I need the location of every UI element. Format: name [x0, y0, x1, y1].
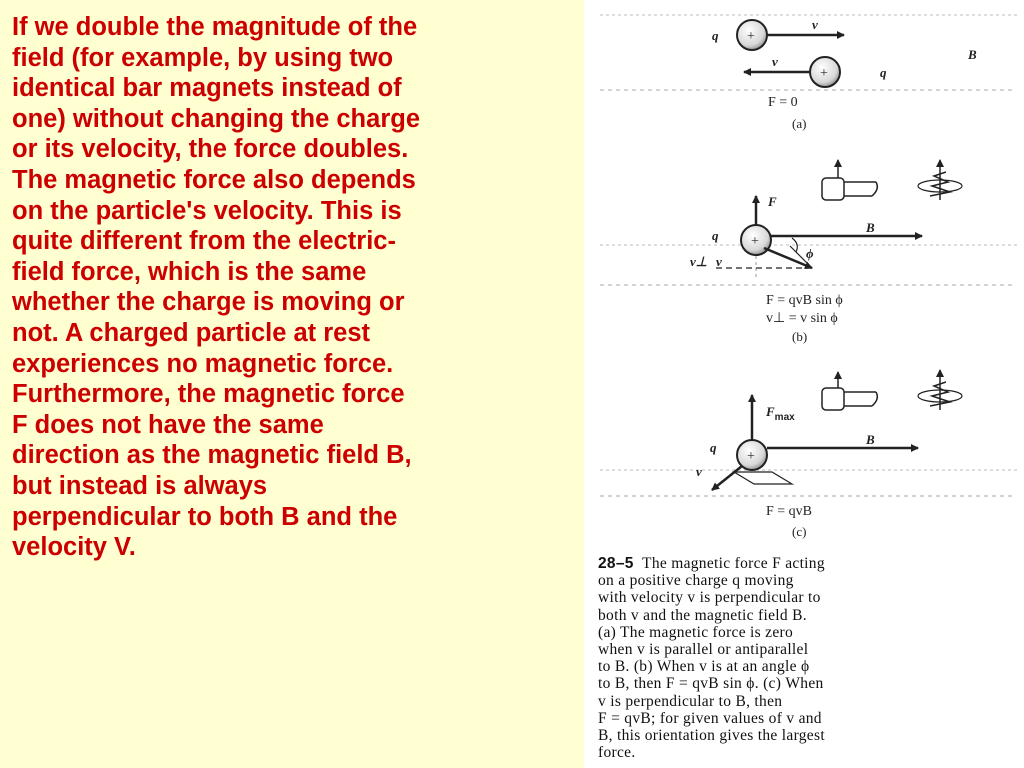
text-line: field (for example, by using two	[12, 43, 394, 72]
text-line: identical bar magnets instead of	[12, 74, 402, 103]
caption-line: 28–5 The magnetic force F acting	[598, 555, 825, 572]
vperp-equation: v⊥ = v sin ϕ	[766, 311, 838, 326]
right-hand-icon	[822, 372, 877, 410]
caption-line: force.	[598, 744, 636, 762]
text-line: Furthermore, the magnetic force	[12, 380, 405, 409]
velocity-label: v	[812, 17, 818, 32]
text-line: direction as the magnetic field B,	[12, 441, 412, 470]
charge-label: q	[712, 228, 719, 243]
caption-line: with velocity v is perpendicular to	[598, 589, 821, 607]
text-line: one) without changing the charge	[12, 104, 420, 133]
caption-line: when v is parallel or antiparallel	[598, 641, 809, 659]
caption-line: to B. (b) When v is at an angle ϕ	[598, 658, 810, 676]
field-label: B	[866, 220, 875, 235]
caption-line: on a positive charge q moving	[598, 572, 794, 590]
panel-c	[600, 370, 1018, 539]
figure-number: 28–5	[598, 555, 634, 572]
force-label: F	[768, 194, 777, 209]
caption-line: B, this orientation gives the largest	[598, 727, 825, 745]
velocity-arrow-icon	[764, 248, 812, 268]
text-line: quite different from the electric-	[12, 227, 396, 256]
svg-text:+: +	[747, 29, 755, 44]
angle-label: ϕ	[806, 246, 814, 261]
panel-label: (b)	[792, 329, 808, 344]
force-label: $F_{max}$	[766, 404, 795, 423]
svg-text:+: +	[747, 449, 755, 464]
text-line: The magnetic force also depends	[12, 165, 416, 194]
text-line: F does not have the same	[12, 410, 324, 439]
force-equation: F = qvB	[766, 504, 813, 519]
charge-label: q	[880, 65, 887, 80]
svg-text:+: +	[751, 234, 759, 249]
velocity-label: v	[696, 464, 702, 479]
screw-rotation-icon	[918, 370, 962, 410]
panel-b	[600, 160, 1018, 344]
field-label: B	[968, 47, 977, 62]
text-line: experiences no magnetic force.	[12, 349, 394, 378]
text-line: velocity V.	[12, 533, 136, 562]
field-label: B	[866, 432, 875, 447]
charge-label: q	[712, 28, 719, 43]
text-line: perpendicular to both B and the	[12, 502, 398, 531]
force-equation: F = qvB sin ϕ	[766, 293, 843, 308]
figure-caption	[598, 555, 1022, 761]
panel-label: (c)	[792, 524, 807, 539]
panel-label: (a)	[792, 116, 807, 131]
text-line: but instead is always	[12, 471, 268, 500]
caption-line: both v and the magnetic field B.	[598, 606, 807, 624]
caption-line: F = qvB; for given values of v and	[598, 709, 822, 727]
text-line: not. A charged particle at rest	[12, 318, 371, 347]
vperp-label: v⊥	[690, 254, 708, 269]
velocity-label: v	[772, 54, 778, 69]
screw-rotation-icon	[918, 160, 962, 200]
text-line: on the particle's velocity. This is	[12, 196, 402, 225]
caption-line: v is perpendicular to B, then	[598, 692, 783, 710]
caption-line: to B, then F = qvB sin ϕ. (c) When	[598, 675, 824, 693]
right-hand-icon	[822, 160, 877, 200]
force-equation: F = 0	[768, 95, 798, 110]
charge-label: q	[710, 440, 717, 455]
text-line: or its velocity, the force doubles.	[12, 135, 409, 164]
text-line: If we double the magnitude of the	[12, 13, 418, 41]
panel-a	[600, 15, 1018, 131]
velocity-label: v	[716, 254, 722, 269]
text-line: field force, which is the same	[12, 257, 367, 286]
caption-line: (a) The magnetic force is zero	[598, 623, 794, 641]
text-line: whether the charge is moving or	[12, 288, 405, 317]
svg-text:+: +	[820, 66, 828, 81]
